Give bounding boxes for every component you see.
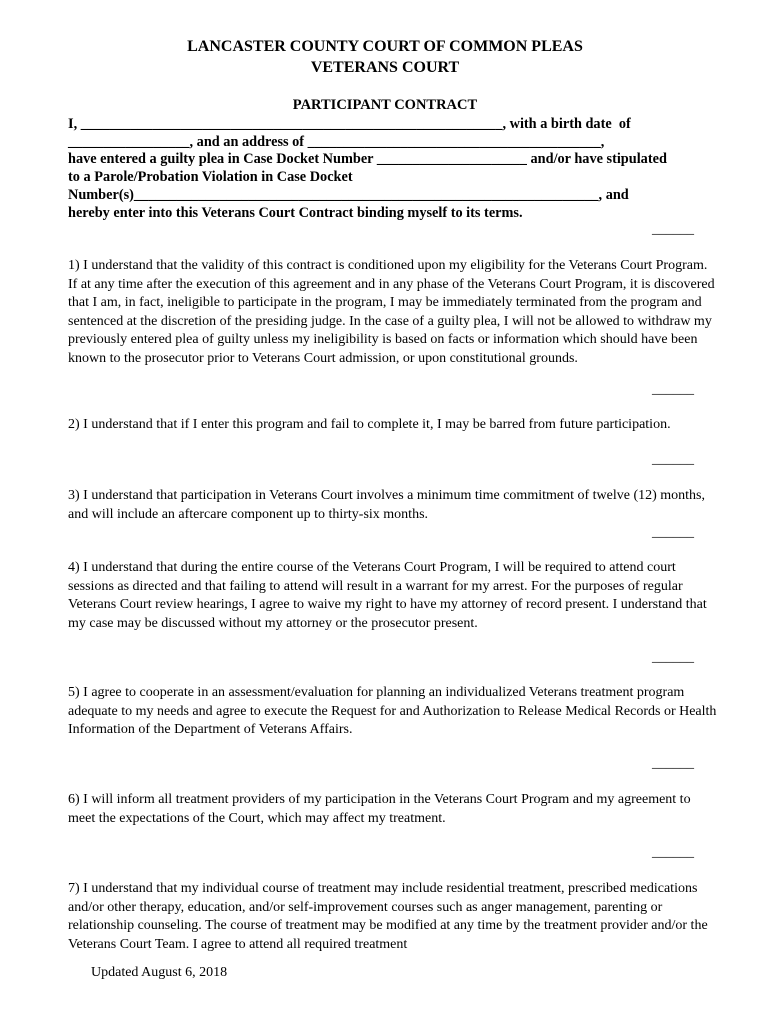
document-title: PARTICIPANT CONTRACT xyxy=(292,97,478,113)
initial-blank[interactable]: ______ xyxy=(652,756,694,771)
initial-blank[interactable]: ______ xyxy=(652,452,694,467)
intro-line-terms: hereby enter into this Veterans Court Contract binding myself to its terms. xyxy=(68,205,523,221)
initial-blank[interactable]: ______ xyxy=(652,525,694,540)
clause-7: 7) I understand that my individual course of treatment may include residential treatment, prescribed medications and/or other therapy, education, and/or self-improvement courses such as anger management, parenting or relationship counseling. The course of treatment may be modified at any time by the treatment provider and/or the Veterans Court Team. I agree to attend all required treatment xyxy=(68,881,708,952)
initial-blank[interactable]: ______ xyxy=(652,650,694,665)
clause-6: 6) I will inform all treatment providers of my participation in the Veterans Court Program and my agreement to meet the expectations of the Court, which may affect my treatment. xyxy=(68,792,691,826)
clause-5: 5) I agree to cooperate in an assessment/evaluation for planning an individualized Veterans treatment program adequate to my needs and agree to execute the Request for and Authorization to Release Medical Records or Health Information of the Department of Veterans Affairs. xyxy=(68,685,717,738)
clause-3: 3) I understand that participation in Veterans Court involves a minimum time commitment of twelve (12) months, and will include an aftercare component up to thirty-six months. xyxy=(68,488,706,522)
intro-line-docket-numbers: Number(s)_________________________________________________________________, and xyxy=(68,187,629,203)
intro-line-name: I, ___________________________________________________________, with a birth date of xyxy=(68,116,631,132)
initial-blank[interactable]: ______ xyxy=(652,382,694,397)
updated-date-footer: Updated August 6, 2018 xyxy=(91,965,228,980)
intro-line-birthdate-address: _________________, and an address of _________________________________________, xyxy=(68,134,605,150)
intro-line-violation: to a Parole/Probation Violation in Case Docket xyxy=(68,169,353,185)
clause-1: 1) I understand that the validity of this contract is conditioned upon my eligibility for the Veterans Court Program. If at any time after the execution of this agreement and in any phase of the Veterans Court Program, it is discovered that I am, in fact, ineligible to participate in the program, I may be immediately terminated from the program and sentenced at the discretion of the presiding judge. In the case of a guilty plea, I will not be allowed to withdraw my previously entered plea of guilty unless my ineligibility is based on facts or information which should have been known to the prosecutor prior to Veterans Court admission, or upon constitutional grounds. xyxy=(68,258,715,366)
court-name-heading: LANCASTER COUNTY COURT OF COMMON PLEAS xyxy=(187,38,583,55)
intro-line-docket: have entered a guilty plea in Case Docket Number _____________________ and/or have stipulated xyxy=(68,151,667,167)
clause-4: 4) I understand that during the entire course of the Veterans Court Program, I will be required to attend court sessions as directed and that failing to attend will result in a warrant for my arrest. For the purposes of regular Veterans Court review hearings, I agree to waive my right to have my attorney of record present. I understand that my case may be discussed without my attorney or the prosecutor present. xyxy=(68,560,707,631)
initial-blank[interactable]: ______ xyxy=(652,845,694,860)
veterans-court-heading: VETERANS COURT xyxy=(310,59,460,76)
clause-2: 2) I understand that if I enter this program and fail to complete it, I may be barred from future participation. xyxy=(68,417,671,432)
initial-blank[interactable]: ______ xyxy=(652,222,694,237)
